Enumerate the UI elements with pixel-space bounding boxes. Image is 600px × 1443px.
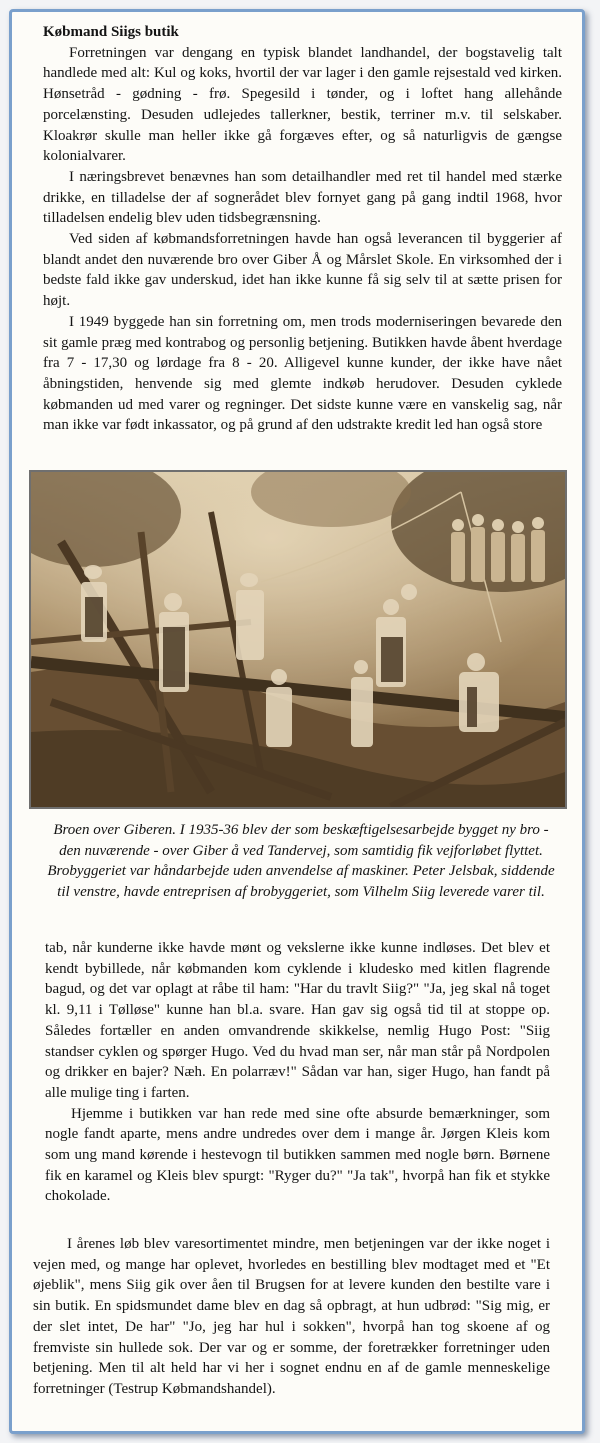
article-bottom xyxy=(12,1234,582,1400)
paragraph: Forretningen var dengang en typisk blandet landhandel, der bogstavelig talt handlede med alt: Kul og koks, hvortil der var lager i den gamle rejsestald ved kirken. Hønsetråd - gødning - frø. Spegesild i tønder, og i loftet hang allehånde porcelænsting. Desuden udlejedes tallerkner, bestik, terriner m.v. til selskaber. Kloakrør skulle man heller ikke gå forgæves efter, og så naturligvis de gængse kolonialvarer. xyxy=(43,44,562,165)
paragraph: I 1949 byggede han sin forretning om, men trods moderniseringen bevarede den sit gamle præg med kontrabog og personlig betjening. Butikken havde åbent hverdage fra 7 - 17,30 og lørdage fra 8 - 20. Alligevel kunne kunder, der ikke have nået åbningstiden, henvende sig med glemte indkøb herudover. Desuden cyklede købmanden ud med varer og regninger. Det sidste kunne være en vanskelig sag, når man ikke var født inkassator, og på grund af den udstrakte kredit led han også store xyxy=(43,313,562,434)
article-title: Købmand Siigs butik xyxy=(43,24,179,40)
paragraph: Hjemme i butikken var han rede med sine ofte absurde bemærkninger, som nogle fandt aparte, mens andre undredes over dem i mange år. Jørgen Kleis kom som ung mand kørende i hestevogn til butikken sammen med nogle børn. Børnene fik en karamel og Kleis blev spurgt: "Ryger du?" "Ja tak", hvorpå han fik et stykke chokolade. xyxy=(45,1105,550,1205)
article-top xyxy=(12,22,582,436)
paragraph: Ved siden af købmandsforretningen havde han også leverancen til byggerier af blandt andet den nuværende bro over Giber Å og Mårslet Skole. En virksomhed der i bedste fald ikke gav underskud, idet han ikke kunne få sig selv til at sætte prisen for højt. xyxy=(43,231,562,310)
page-frame xyxy=(9,9,585,1434)
paragraph: I årenes løb blev varesortimentet mindre, men betjeningen var der ikke noget i vejen med, og mange har oplevet, hvorledes en bestilling blev modtaget med et "Et øjeblik", mens Siig gik over åen til Brugsen for at levere kunden den bestilte vare i sin butik. En spidsmundet dame blev en dag så opbragt, at hun udbrød: "Sig mig, er der slet intet, De har" "Jo, jeg har hul i sokken", hvorpå han tog skoene af og fremviste sin hullede sok. Der var og er somme, der foretrækker forretninger uden betjening. Men til alt held har vi her i sognet endnu en af de gamle menneskelige forretninger (Testrup Købmandshandel). xyxy=(33,1236,550,1397)
paragraph: I næringsbrevet benævnes han som detailhandler med ret til handel med stærke drikke, en tilladelse der af sognerådet blev fornyet gang på gang indtil 1968, hvor tilladelsen endelig blev uden tidsbegrænsning. xyxy=(43,168,562,227)
article-middle xyxy=(12,938,582,1207)
bridge-construction-photo xyxy=(29,470,567,809)
photo-caption: Broen over Giberen. I 1935-36 blev der som beskæftigelsesarbejde bygget ny bro - den nuværende - over Giber å ved Tandervej, som samtidig fik vejforløbet flyttet. Brobyggeriet var håndarbejde uden anvendelse af maskiner. Peter Jelsbak, siddende til venstre, havde entreprisen af brobyggeriet, som Vilhelm Siig leverede varer til. xyxy=(47,822,555,900)
paragraph: tab, når kunderne ikke havde mønt og vekslerne ikke kunne indløses. Det blev et kendt bybillede, når købmanden kom cyklende i kludesko med kitlen flagrende bagud, og det var oplagt at råbe til ham: "Har du travlt Siig?" "Ja, jeg skal nå toget kl. 9,11 i Tølløse" kunne han bl.a. svare. Han gav sig også tid til at stoppe op. Således fortæller en anden omvandrende skikkelse, nemlig Hugo Post: "Siig standser cyklen og spørger Hugo. Ved du hvad man ser, når man står på Nordpolen og drikker en bajer? Næh. En polarræv!" Sådan var han, siger Hugo, han fandt på alle mulige ting i farten. xyxy=(45,940,550,1101)
